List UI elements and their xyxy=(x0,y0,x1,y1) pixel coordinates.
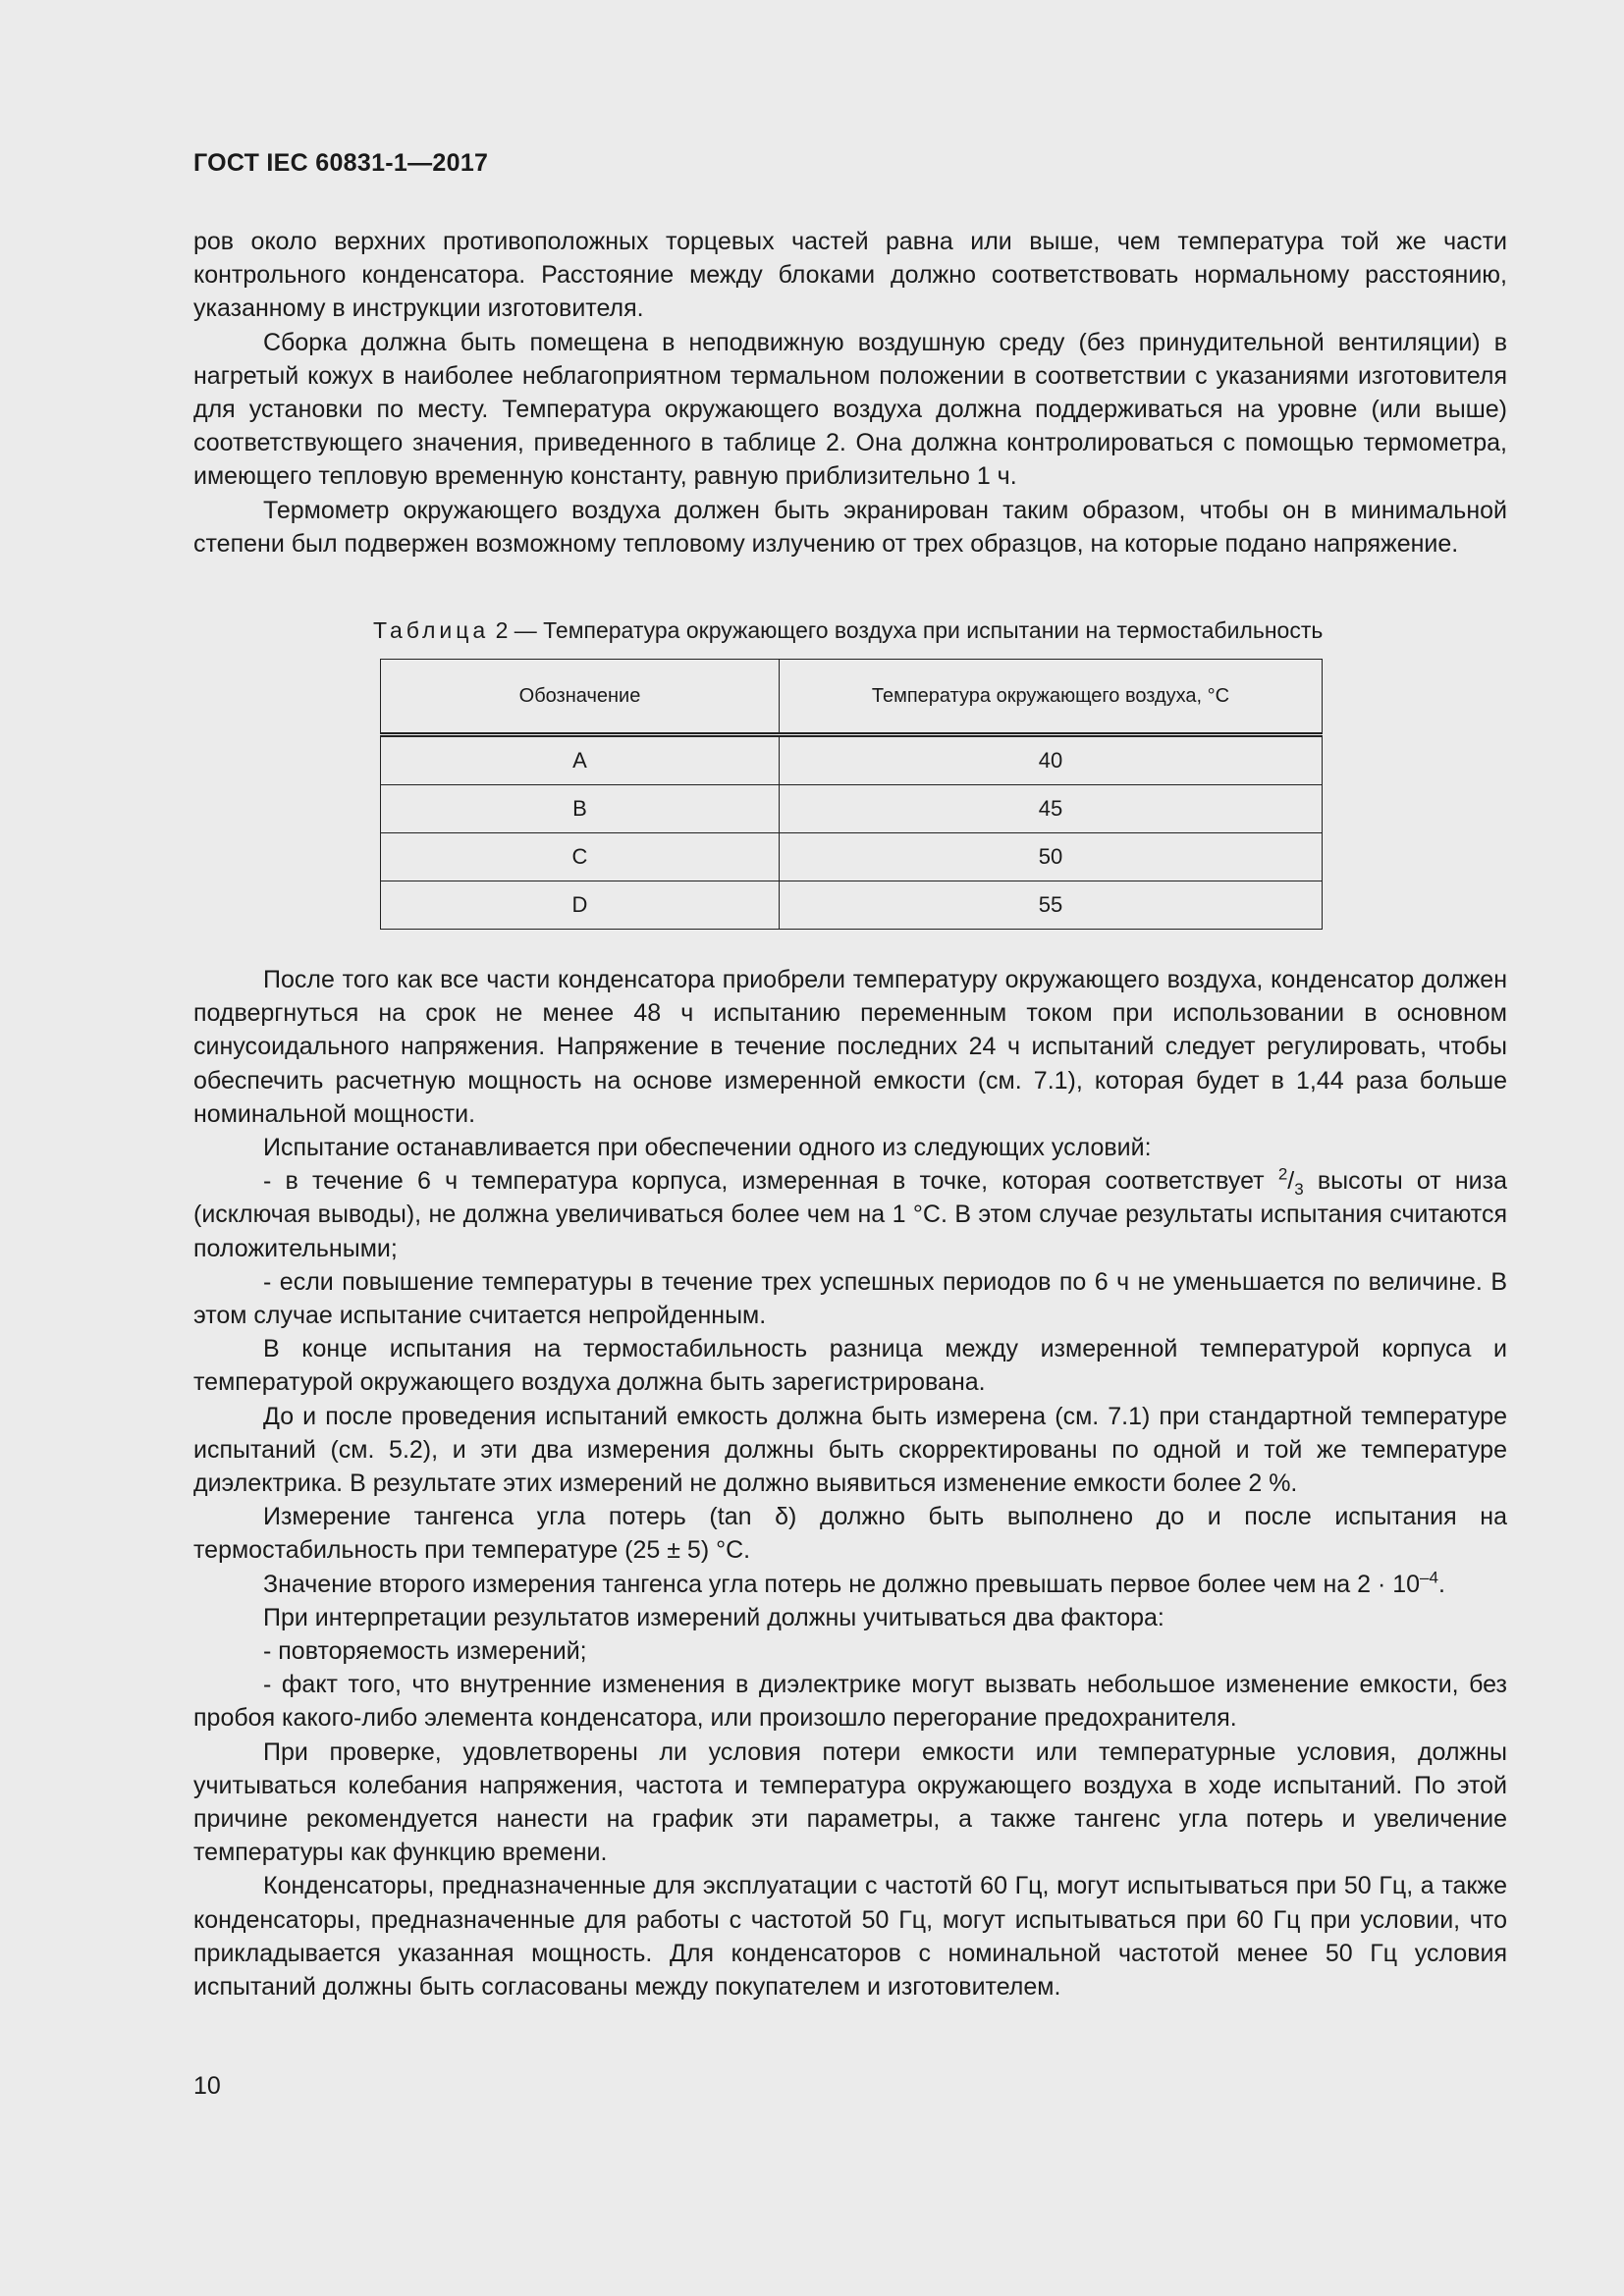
column-header-temperature: Температура окружающего воздуха, °С xyxy=(780,660,1323,735)
paragraph: ров около верхних противоположных торцевых частей равна или выше, чем температура той же части контрольного конденсатора. Расстояние между блоками должно соответствовать нормальному расстоянию, указанному в инструкции изготовителя. xyxy=(193,228,1507,323)
exponent: –4 xyxy=(1420,1568,1438,1587)
text-run: Значение второго измерения тангенса угла потерь не должно превышать первое более чем на 2 · 10 xyxy=(263,1570,1421,1598)
document-header: ГОСТ IEC 60831-1—2017 xyxy=(193,149,489,177)
paragraph: Испытание останавливается при обеспечении одного из следующих условий: xyxy=(263,1134,1152,1162)
table-caption-prefix: Таблица xyxy=(373,617,490,643)
table-cell-designation: A xyxy=(381,735,780,785)
bottom-text-block xyxy=(193,963,1507,2003)
table-cell-temperature: 50 xyxy=(780,833,1323,881)
table-cell-temperature: 55 xyxy=(780,881,1323,930)
paragraph: В конце испытания на термостабильность разница между измеренной температурой корпуса и температурой окружающего воздуха должна быть зарегистрирована. xyxy=(193,1335,1507,1397)
fraction-numerator: 2 xyxy=(1277,1164,1288,1184)
paragraph: Измерение тангенса угла потерь (tan δ) должно быть выполнено до и после испытания на термостабильность при температуре (25 ± 5) °С. xyxy=(193,1503,1507,1565)
temperature-table xyxy=(380,659,1323,930)
column-header-designation: Обозначение xyxy=(381,660,780,735)
top-text-block xyxy=(193,225,1507,561)
table-row xyxy=(381,735,1323,785)
paragraph: Термометр окружающего воздуха должен быть экранирован таким образом, чтобы он в минимальной степени был подвержен возможному тепловому излучению от трех образцов, на которые подано напряжение. xyxy=(193,496,1507,558)
table-cell-designation: C xyxy=(381,833,780,881)
paragraph: После того как все части конденсатора приобрели температуру окружающего воздуха, конденсатор должен подвергнуться на срок не менее 48 ч испытанию переменным током при использовании в основном синусоидального напряжения. Напряжение в течение последних 24 ч испытаний следует регулировать, чтобы обеспечить расчетную мощность на основе измеренной емкости (см. 7.1), которая будет в 1,44 раза больше номинальной мощности. xyxy=(193,966,1507,1128)
paragraph: - если повышение температуры в течение трех успешных периодов по 6 ч не уменьшается по величине. В этом случае испытание считается непройденным. xyxy=(193,1267,1507,1330)
table-caption xyxy=(373,615,1323,645)
table-header-row xyxy=(381,660,1323,735)
fraction-denominator: 3 xyxy=(1294,1180,1304,1200)
paragraph-fraction xyxy=(193,1164,1507,1265)
paragraph: При проверке, удовлетворены ли условия потери емкости или температурные условия, должны учитываться колебания напряжения, частота и температура окружающего воздуха в ходе испытаний. По этой причине рекомендуется нанести на график эти параметры, а также тангенс угла потерь и увеличение температуры как функцию времени. xyxy=(193,1737,1507,1867)
paragraph: До и после проведения испытаний емкость должна быть измерена (см. 7.1) при стандартной температуре испытаний (см. 5.2), и эти два измерения должны быть скорректированы по одной и той же температуре диэлектрика. В результате этих измерений не должно выявиться изменение емкости более 2 %. xyxy=(193,1402,1507,1498)
paragraph: При интерпретации результатов измерений должны учитываться два фактора: xyxy=(263,1603,1164,1631)
paragraph: - факт того, что внутренние изменения в диэлектрике могут вызвать небольшое изменение емкости, без пробоя какого-либо элемента конденсатора, или произошло перегорание предохранителя. xyxy=(193,1671,1507,1733)
table-caption-title: 2 — Температура окружающего воздуха при испытании на термостабильность xyxy=(489,617,1324,643)
table-row xyxy=(381,785,1323,833)
table-cell-designation: D xyxy=(381,881,780,930)
table-row xyxy=(381,881,1323,930)
paragraph: - повторяемость измерений; xyxy=(263,1637,587,1666)
text-run: . xyxy=(1437,1570,1445,1598)
paragraph: Сборка должна быть помещена в неподвижную воздушную среду (без принудительной вентиляции) в нагретый кожух в наиболее неблагоприятном термальном положении в соответствии с указаниями изготовителя для установки по месту. Температура окружающего воздуха должна поддерживаться на уровне (или выше) соответствующего значения, приведенного в таблице 2. Она должна контролироваться с помощью термометра, имеющего тепловую временную константу, равную приблизительно 1 ч. xyxy=(193,328,1507,491)
paragraph-exponent xyxy=(193,1568,1507,1601)
fraction-slash: / xyxy=(1287,1167,1295,1196)
text-run: высоты от низа (исключая выводы), не должна увеличиваться более чем на 1 °С. В этом случае результаты испытания считаются положительными; xyxy=(193,1167,1507,1262)
table-cell-temperature: 40 xyxy=(780,735,1323,785)
text-run: - в течение 6 ч температура корпуса, измеренная в точке, которая соответствует xyxy=(263,1167,1278,1196)
table-cell-designation: B xyxy=(381,785,780,833)
table-cell-temperature: 45 xyxy=(780,785,1323,833)
paragraph: Конденсаторы, предназначенные для эксплуатации с частотй 60 Гц, могут испытываться при 50 Гц, а также конденсаторы, предназначенные для работы с частотой 50 Гц, могут испытываться при 60 Гц при условии, что прикладывается указанная мощность. Для конденсаторов с номинальной частотой менее 50 Гц условия испытаний должны быть согласованы между покупателем и изготовителем. xyxy=(193,1872,1507,2002)
page-number: 10 xyxy=(193,2072,221,2100)
table-row xyxy=(381,833,1323,881)
